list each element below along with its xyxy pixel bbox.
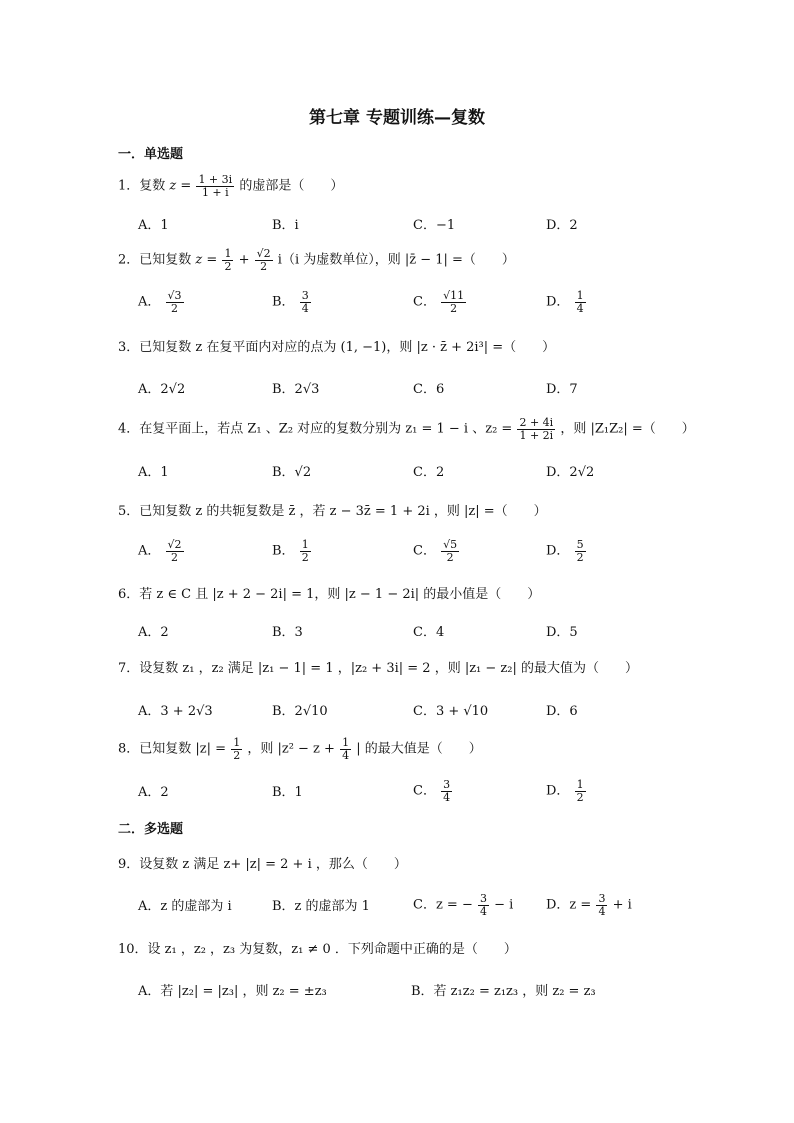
q5-option-b-frac	[300, 539, 311, 563]
page-title: 第七章 专题训练—复数	[309, 108, 485, 128]
q2-frac2-num: √2	[256, 247, 271, 260]
q8-frac1-num: 1	[233, 736, 241, 749]
q9-option-a: A．z 的虚部为 i	[138, 899, 232, 914]
q2-a-den: 2	[171, 301, 179, 315]
q8-frac2-num: 1	[342, 736, 350, 749]
q9-option-c	[413, 893, 513, 917]
q8-frac2-den: 4	[342, 748, 350, 762]
q8-option-c	[413, 779, 453, 803]
q1-stem-before: 1．复数	[118, 178, 166, 194]
q1-option-b: B．i	[272, 218, 299, 233]
q2-formula: z =	[195, 252, 218, 268]
q8-option-a: A．2	[138, 785, 169, 800]
q9-option-d-tail: + i	[612, 897, 632, 913]
question-9-stem: 9．设复数 z 满足 z+ |z| = 2 + i ，那么（ ）	[118, 857, 407, 872]
q9-d-num: 3	[598, 892, 606, 905]
q1-frac-den: 1 + i	[201, 185, 229, 199]
q2-option-d	[546, 290, 587, 314]
q1-option-a: A．1	[138, 218, 169, 233]
q6-option-d: D．5	[546, 625, 578, 640]
q7-option-a: A．3 + 2√3	[138, 704, 213, 719]
q1-frac-num: 1 + 3i	[198, 173, 233, 186]
q2-a-num: √3	[167, 289, 182, 302]
q8-fraction-1	[231, 737, 242, 761]
q7-option-d: D．6	[546, 704, 578, 719]
q5-a-den: 2	[171, 550, 179, 564]
q5-option-c	[413, 539, 460, 563]
q2-d-num: 1	[576, 289, 584, 302]
q4-stem-after: ，则 |Z₁Z₂| =（ ）	[560, 421, 695, 437]
q5-option-d-label: D．	[546, 543, 570, 559]
q5-b-den: 2	[301, 550, 309, 564]
q9-option-d-frac	[596, 893, 607, 917]
q4-frac-num: 2 + 4i	[519, 416, 554, 429]
q5-option-b-label: B．	[272, 543, 295, 559]
q2-option-c	[413, 290, 467, 314]
q1-option-d: D．2	[546, 218, 578, 233]
q3-option-b: B．2√3	[272, 382, 320, 397]
q5-b-num: 1	[301, 538, 309, 551]
q2-option-b	[272, 290, 312, 314]
q9-option-c-frac	[478, 893, 489, 917]
q8-option-c-label: C．	[413, 783, 436, 799]
q5-a-num: √2	[167, 538, 182, 551]
q2-stem-after: i（i 为虚数单位），则 |z̄ − 1| =（ ）	[277, 252, 515, 268]
q2-option-a	[138, 290, 185, 314]
q3-option-c: C．6	[413, 382, 445, 397]
question-5-stem: 5．已知复数 z 的共轭复数是 z̄ ，若 z − 3z̄ = 1 + 2i ，则 |z| =（ ）	[118, 504, 547, 519]
section-heading-multiple-choice: 二．多选题	[118, 822, 184, 837]
q1-fraction	[196, 174, 234, 198]
q2-option-d-frac	[575, 290, 586, 314]
q2-fraction-1	[222, 248, 233, 272]
q9-c-den: 4	[480, 904, 487, 918]
section-heading-single-choice: 一．单选题	[118, 147, 184, 162]
q8-fraction-2	[340, 737, 351, 761]
q2-option-a-frac	[166, 290, 184, 314]
question-2-stem	[118, 248, 515, 272]
q5-option-b	[272, 539, 312, 563]
q8-stem-before: 8．已知复数 |z| =	[118, 741, 227, 757]
q5-option-c-label: C．	[413, 543, 436, 559]
q2-c-den: 2	[450, 301, 458, 315]
q4-option-c: C．2	[413, 465, 445, 480]
q8-stem-mid: ，则 |z² − z +	[247, 741, 335, 757]
q9-option-d	[546, 893, 632, 917]
q5-option-a-label: A．	[138, 543, 161, 559]
q5-option-d	[546, 539, 587, 563]
question-1-stem	[118, 174, 343, 198]
q2-fraction-2	[255, 248, 273, 272]
q10-option-b: B．若 z₁z₂ = z₁z₃ ，则 z₂ = z₃	[411, 984, 596, 999]
q2-option-a-label: A．	[138, 294, 161, 310]
q4-frac-den: 1 + 2i	[519, 428, 554, 442]
q7-option-c: C．3 + √10	[413, 704, 489, 719]
q1-option-c: C．−1	[413, 218, 456, 233]
q5-option-c-frac	[441, 539, 459, 563]
q8-c-den: 4	[443, 790, 451, 804]
q2-plus: +	[238, 252, 250, 268]
q6-option-c: C．4	[413, 625, 445, 640]
q8-c-num: 3	[443, 778, 451, 791]
q8-frac1-den: 2	[233, 748, 241, 762]
q8-stem-after: | 的最大值是（ ）	[356, 741, 482, 757]
q7-option-b: B．2√10	[272, 704, 328, 719]
q8-option-d-label: D．	[546, 783, 570, 799]
q2-frac1-num: 1	[224, 247, 232, 260]
q2-frac1-den: 2	[224, 259, 232, 273]
q5-c-den: 2	[446, 550, 454, 564]
q6-option-b: B．3	[272, 625, 303, 640]
q4-fraction	[517, 417, 555, 441]
q8-option-c-frac	[441, 779, 452, 803]
q4-option-d: D．2√2	[546, 465, 595, 480]
q8-d-num: 1	[576, 778, 584, 791]
q2-b-den: 4	[301, 301, 309, 315]
question-3-stem: 3．已知复数 z 在复平面内对应的点为 (1, −1)，则 |z · z̄ + 2i³| =（ ）	[118, 340, 556, 355]
q2-option-c-frac	[441, 290, 466, 314]
q2-c-num: √11	[443, 289, 465, 302]
q8-option-d	[546, 779, 587, 803]
q2-option-c-label: C．	[413, 294, 436, 310]
q5-option-d-frac	[575, 539, 586, 563]
question-8-stem	[118, 737, 482, 761]
q2-option-b-label: B．	[272, 294, 295, 310]
q2-option-d-label: D．	[546, 294, 570, 310]
question-6-stem: 6．若 z ∈ C 且 |z + 2 − 2i| = 1，则 |z − 1 − 2i| 的最小值是（ ）	[118, 587, 541, 602]
q2-d-den: 4	[576, 301, 584, 315]
q3-option-d: D．7	[546, 382, 578, 397]
q9-d-den: 4	[598, 904, 606, 918]
q9-option-d-label: D．z =	[546, 897, 592, 913]
q2-b-num: 3	[301, 289, 309, 302]
q6-option-a: A．2	[138, 625, 169, 640]
q4-option-b: B．√2	[272, 465, 312, 480]
q2-option-b-frac	[300, 290, 311, 314]
q9-option-c-label: C．z = −	[413, 897, 473, 913]
q8-option-d-frac	[575, 779, 586, 803]
q8-d-den: 2	[576, 790, 584, 804]
q2-stem-before: 2．已知复数	[118, 252, 192, 268]
q9-option-b: B．z 的虚部为 1	[272, 899, 370, 914]
q5-c-num: √5	[443, 538, 458, 551]
q5-option-a-frac	[166, 539, 184, 563]
q1-stem-after: 的虚部是（ ）	[239, 178, 344, 194]
q5-d-den: 2	[576, 550, 584, 564]
q9-option-c-tail: − i	[494, 897, 514, 913]
q2-frac2-den: 2	[260, 259, 268, 273]
q8-option-b: B．1	[272, 785, 303, 800]
question-10-stem: 10．设 z₁ ，z₂ ，z₃ 为复数，z₁ ≠ 0 ．下列命题中正确的是（ ）	[118, 942, 517, 957]
q5-d-num: 5	[576, 538, 584, 551]
q5-option-a	[138, 539, 185, 563]
q9-c-num: 3	[480, 892, 487, 905]
question-7-stem: 7．设复数 z₁ ，z₂ 满足 |z₁ − 1| = 1 ，|z₂ + 3i| = 2 ，则 |z₁ − z₂| 的最大值为（ ）	[118, 661, 639, 676]
q1-formula: z =	[169, 178, 192, 194]
q10-option-a: A．若 |z₂| = |z₃| ，则 z₂ = ±z₃	[138, 984, 327, 999]
q4-stem-before: 4．在复平面上，若点 Z₁ 、Z₂ 对应的复数分别为 z₁ = 1 − i 、z₂ =	[118, 421, 513, 437]
q4-option-a: A．1	[138, 465, 169, 480]
question-4-stem	[118, 417, 695, 441]
q3-option-a: A．2√2	[138, 382, 186, 397]
